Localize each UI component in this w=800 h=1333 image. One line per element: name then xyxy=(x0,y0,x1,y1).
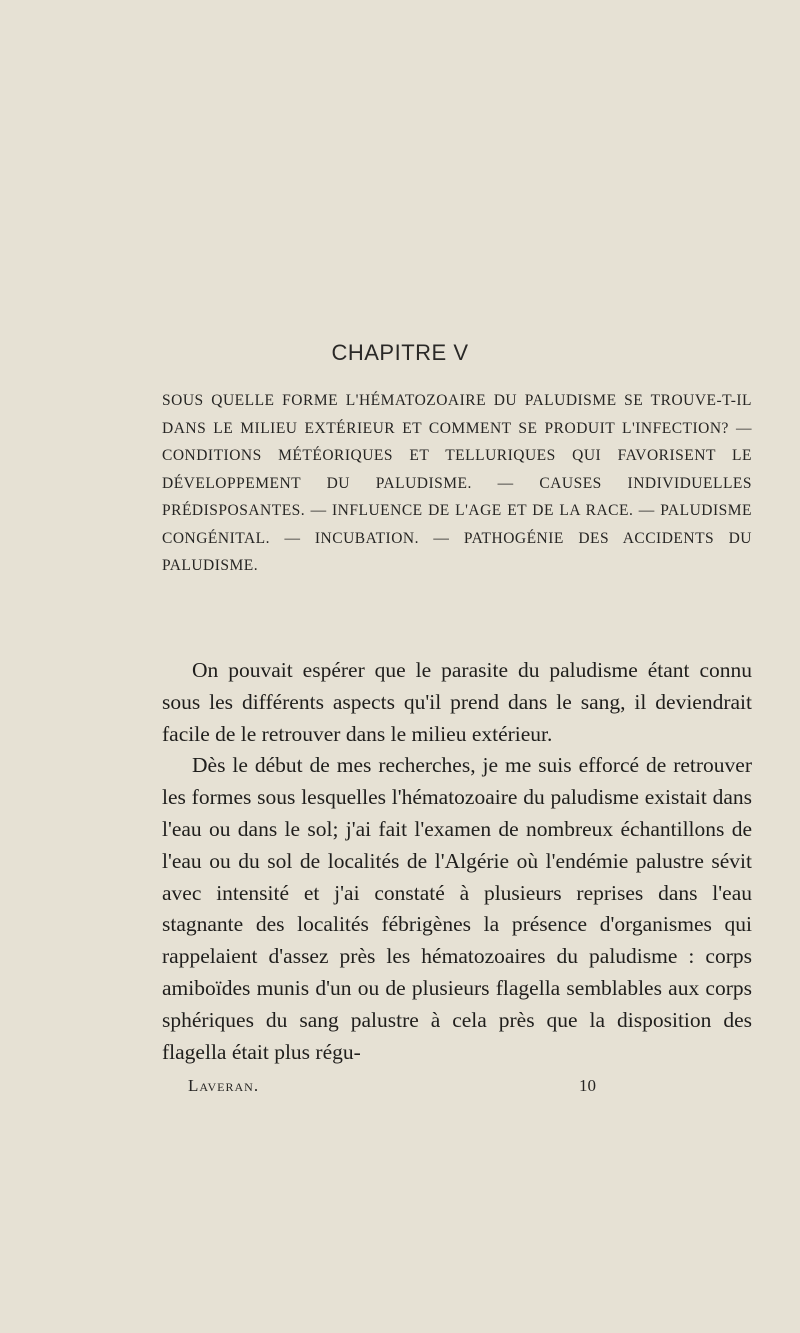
signature-mark: 10 xyxy=(579,1076,596,1095)
chapter-summary: SOUS QUELLE FORME L'HÉMATOZOAIRE DU PALUDISME SE TROUVE-T-IL DANS LE MILIEU EXTÉRIEUR ET COMMENT SE PRODUIT L'INFECTION? — CONDITIONS MÉTÉORIQUES ET TELLURIQUES QUI FAVORISENT LE DÉVELOPPEMENT DU PALUDISME. — CAUSES INDIVIDUELLES PRÉDISPOSANTES. — INFLUENCE DE L'AGE ET DE LA RACE. — PALUDISME CONGÉNITAL. — INCUBATION. — PATHOGÉNIE DES ACCIDENTS DU PALUDISME. xyxy=(162,392,752,574)
paragraph-2: Dès le début de mes recherches, je me suis efforcé de retrouver les formes sous lesquelles l'hématozoaire du paludisme existait dans l'eau ou dans le sol; j'ai fait l'examen de nombreux échantillons de l'eau ou du sol de localités de l'Algérie où l'endémie palustre sévit avec intensité et j'ai constaté à plusieurs reprises dans l'eau stagnante des localités fébrigènes la présence d'organismes qui rappelaient d'assez près les hématozoaires du paludisme : corps amiboïdes munis d'un ou de plusieurs flagella semblables aux corps sphériques du sang palustre à cela près que la disposition des flagella était plus régu- xyxy=(162,753,752,1064)
body-text xyxy=(162,655,752,1068)
page-footer xyxy=(188,1076,596,1096)
footer-author: Laveran. xyxy=(188,1076,260,1095)
chapter-title: CHAPITRE V xyxy=(331,340,469,365)
paragraph-1: On pouvait espérer que le parasite du paludisme étant connu sous les différents aspects qu'il prend dans le sang, il deviendrait facile de le retrouver dans le milieu extérieur. xyxy=(162,658,752,746)
